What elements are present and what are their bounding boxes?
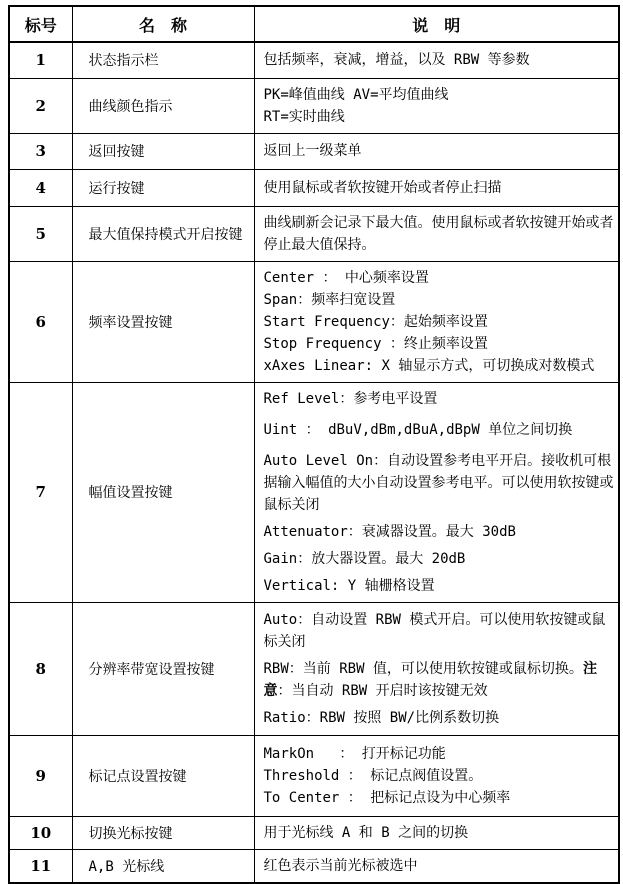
row-description bbox=[254, 133, 619, 169]
description-line: Start Frequency：起始频率设置 bbox=[263, 313, 488, 330]
row-name: 频率设置按键 bbox=[72, 261, 254, 382]
table-header bbox=[9, 6, 619, 42]
row-description bbox=[254, 735, 619, 816]
row-index: 4 bbox=[9, 169, 72, 206]
description-line: Uint ： dBuV,dBm,dBuA,dBpW 单位之间切换 bbox=[263, 421, 573, 438]
col-header-description: 说 明 bbox=[254, 6, 619, 42]
description-line: Gain：放大器设置。最大 20dB bbox=[263, 550, 466, 567]
table-row bbox=[9, 133, 619, 169]
row-name: 幅值设置按键 bbox=[72, 382, 254, 602]
description-line: Attenuator：衰减器设置。最大 30dB bbox=[263, 523, 516, 540]
description-line: PK=峰值曲线 AV=平均值曲线 bbox=[263, 86, 449, 103]
table-row bbox=[9, 382, 619, 602]
row-description bbox=[254, 78, 619, 133]
row-index: 9 bbox=[9, 735, 72, 816]
description-line: Threshold ： 标记点阀值设置。 bbox=[263, 767, 483, 784]
description-line: Auto：自动设置 RBW 模式开启。可以使用软按键或鼠标关闭 bbox=[263, 611, 606, 650]
table-row bbox=[9, 206, 619, 261]
description-line: Auto Level On：自动设置参考电平开启。接收机可根据输入幅值的大小自动设置参考电平。可以使用软按键或鼠标关闭 bbox=[263, 452, 614, 513]
row-name: 最大值保持模式开启按键 bbox=[72, 206, 254, 261]
description-line: MarkOn ： 打开标记功能 bbox=[263, 745, 446, 762]
row-name: 返回按键 bbox=[72, 133, 254, 169]
table-row bbox=[9, 816, 619, 849]
plain-text: ：当自动 RBW 开启时该按键无效 bbox=[277, 682, 488, 699]
description-line: 包括频率，衰减，增益，以及 RBW 等参数 bbox=[263, 52, 530, 69]
row-name: 曲线颜色指示 bbox=[72, 78, 254, 133]
table-row bbox=[9, 42, 619, 78]
description-line: 用于光标线 A 和 B 之间的切换 bbox=[263, 824, 469, 841]
description-line: 返回上一级菜单 bbox=[263, 143, 362, 159]
description-line: Ref Level：参考电平设置 bbox=[263, 390, 438, 407]
row-name: 分辨率带宽设置按键 bbox=[72, 602, 254, 735]
table-row bbox=[9, 849, 619, 883]
row-description bbox=[254, 382, 619, 602]
description-line: xAxes Linear: X 轴显示方式，可切换成对数模式 bbox=[263, 357, 595, 374]
row-index: 1 bbox=[9, 42, 72, 78]
description-line: Center ： 中心频率设置 bbox=[263, 269, 429, 286]
row-description bbox=[254, 169, 619, 206]
row-description bbox=[254, 849, 619, 883]
row-name: 状态指示栏 bbox=[72, 42, 254, 78]
row-name: A,B 光标线 bbox=[72, 849, 254, 883]
row-description bbox=[254, 206, 619, 261]
description-line: Vertical: Y 轴栅格设置 bbox=[263, 577, 435, 594]
header-row bbox=[9, 6, 619, 42]
row-description bbox=[254, 816, 619, 849]
row-name: 标记点设置按键 bbox=[72, 735, 254, 816]
row-description bbox=[254, 602, 619, 735]
description-line: To Center ： 把标记点设为中心频率 bbox=[263, 789, 511, 806]
row-index: 7 bbox=[9, 382, 72, 602]
row-index: 10 bbox=[9, 816, 72, 849]
col-header-index: 标号 bbox=[9, 6, 72, 42]
row-index: 11 bbox=[9, 849, 72, 883]
table-row bbox=[9, 735, 619, 816]
col-header-name: 名 称 bbox=[72, 6, 254, 42]
table-row bbox=[9, 78, 619, 133]
emphasis-text: 注意 bbox=[263, 660, 597, 699]
row-index: 6 bbox=[9, 261, 72, 382]
row-index: 3 bbox=[9, 133, 72, 169]
row-description bbox=[254, 261, 619, 382]
table-row bbox=[9, 169, 619, 206]
description-line: 使用鼠标或者软按键开始或者停止扫描 bbox=[263, 179, 502, 196]
description-line: 红色表示当前光标被选中 bbox=[263, 857, 418, 874]
description-line: Ratio：RBW 按照 BW/比例系数切换 bbox=[263, 709, 500, 726]
row-name: 切换光标按键 bbox=[72, 816, 254, 849]
table-row bbox=[9, 602, 619, 735]
description-line: Stop Frequency ：终止频率设置 bbox=[263, 335, 488, 352]
table-body bbox=[9, 42, 619, 883]
description-line: Span：频率扫宽设置 bbox=[263, 291, 396, 308]
row-index: 2 bbox=[9, 78, 72, 133]
row-index: 5 bbox=[9, 206, 72, 261]
plain-text: RBW：当前 RBW 值，可以使用软按键或鼠标切换。 bbox=[263, 660, 583, 677]
description-line: 曲线刷新会记录下最大值。使用鼠标或者软按键开始或者停止最大值保持。 bbox=[263, 214, 614, 253]
table-row bbox=[9, 261, 619, 382]
row-index: 8 bbox=[9, 602, 72, 735]
row-description bbox=[254, 42, 619, 78]
row-name: 运行按键 bbox=[72, 169, 254, 206]
description-line: RT=实时曲线 bbox=[263, 108, 345, 125]
reference-table bbox=[8, 5, 620, 884]
description-line bbox=[264, 658, 615, 702]
